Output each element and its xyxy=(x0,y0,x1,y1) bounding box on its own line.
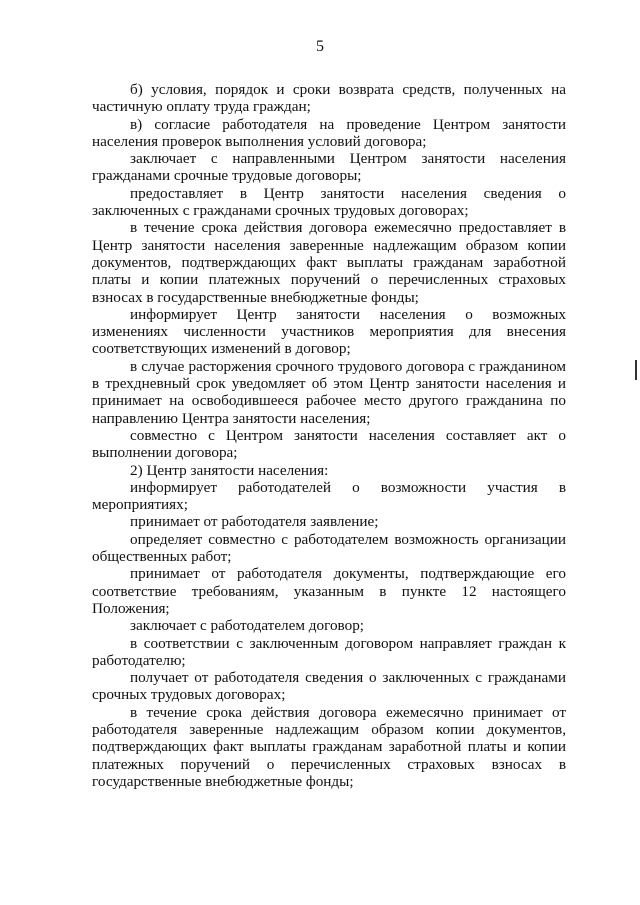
paragraph-concludes-contracts: заключает с направленными Центром занятости населения гражданами срочные трудовые договоры; xyxy=(92,150,566,185)
paragraph-completion-act: совместно с Центром занятости населения составляет акт о выполнении договора; xyxy=(92,426,566,462)
paragraph-informs-employers: информирует работодателей о возможности участия в мероприятиях; xyxy=(92,478,566,514)
paragraph-contract-termination: в случае расторжения срочного трудового договора с гражданином в трехдневный срок уведомляет об этом Центр занятости населения и принимает на освободившееся рабочее место другого гражданина по направлению Центра занятости населения; xyxy=(92,357,566,427)
paragraph-determines-possibility: определяет совместно с работодателем возможность организации общественных работ; xyxy=(92,530,566,566)
paragraph-receives-info: получает от работодателя сведения о заключенных с гражданами срочных трудовых договорах; xyxy=(92,669,566,704)
paragraph-accepts-application: принимает от работодателя заявление; xyxy=(130,513,379,531)
paragraph-provides-info: предоставляет в Центр занятости населения сведения о заключенных с гражданами срочных трудовых договорах; xyxy=(92,184,566,220)
paragraph-accepts-documents: принимает от работодателя документы, подтверждающие его соответствие требованиям, указанным в пункте 12 настоящего Положения; xyxy=(92,565,566,617)
paragraph-concludes-agreement: заключает с работодателем договор; xyxy=(130,617,365,635)
paragraph-return-conditions: б) условия, порядок и сроки возврата средств, полученных на частичную оплату труда граждан; xyxy=(92,81,566,116)
paragraph-accepts-monthly-documents: в течение срока действия договора ежемесячно принимает от работодателя заверенные надлежащим образом копии документов, подтверждающих факт выплаты гражданам заработной платы и копии платежных поручений о перечисленных страховых взносах в государственные внебюджетные фонды; xyxy=(92,703,566,790)
document-body xyxy=(92,81,566,790)
paragraph-employer-consent: в) согласие работодателя на проведение Центром занятости населения проверок выполнения условий договора; xyxy=(92,115,566,150)
paragraph-informs-changes: информирует Центр занятости населения о возможных изменениях численности участников мероприятия для внесения соответствующих изменений в договор; xyxy=(92,305,566,358)
paragraph-section-heading: 2) Центр занятости населения: xyxy=(130,461,329,479)
scan-edge-mark xyxy=(635,360,637,380)
paragraph-monthly-documents: в течение срока действия договора ежемесячно предоставляет в Центр занятости населения заверенные надлежащим образом копии документов, подтверждающих факт выплаты гражданам заработной платы и копии платежных поручений о перечисленных страховых взносах в государственные внебюджетные фонды; xyxy=(92,219,566,306)
paragraph-refers-citizens: в соответствии с заключенным договором направляет граждан к работодателю; xyxy=(92,634,566,669)
page-number: 5 xyxy=(316,38,324,55)
